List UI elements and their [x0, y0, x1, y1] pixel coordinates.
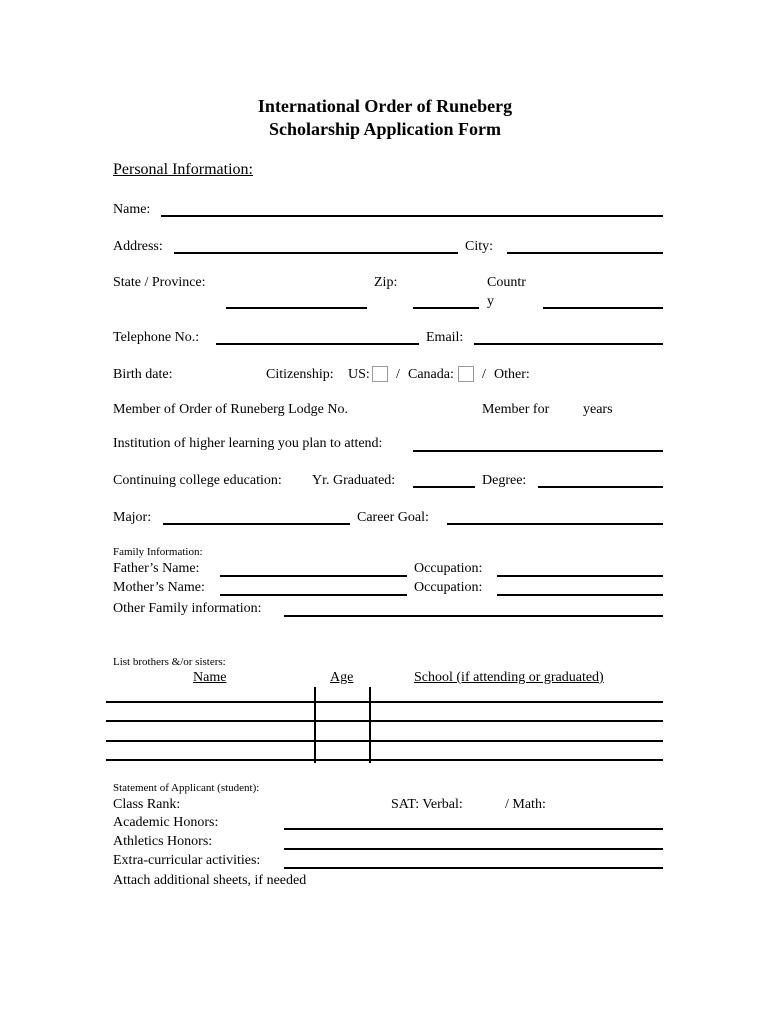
father-occupation-label: Occupation: [414, 561, 483, 576]
address-field[interactable] [174, 252, 458, 254]
us-label: US: [348, 367, 370, 382]
year-graduated-label: Yr. Graduated: [312, 473, 396, 488]
address-label: Address: [113, 239, 163, 254]
email-field[interactable] [474, 343, 663, 345]
form-title-line1: International Order of Runeberg [257, 96, 513, 116]
mother-occupation-label: Occupation: [414, 580, 483, 595]
country-label-wrap: y [487, 294, 494, 309]
academic-honors-label: Academic Honors: [113, 815, 219, 830]
state-field[interactable] [226, 307, 367, 309]
major-label: Major: [113, 510, 152, 525]
name-field[interactable] [161, 215, 663, 217]
continuing-education-label: Continuing college education: [113, 473, 282, 488]
table-divider [314, 687, 316, 763]
citizenship-label: Citizenship: [266, 367, 334, 382]
mother-name-label: Mother’s Name: [113, 580, 205, 595]
lodge-label: Member of Order of Runeberg Lodge No. [113, 402, 348, 417]
city-label: City: [465, 239, 494, 254]
telephone-field[interactable] [216, 343, 419, 345]
form-title-line2: Scholarship Application Form [268, 119, 502, 139]
sibling-name-column-header: Name [193, 670, 227, 685]
class-rank-label: Class Rank: [113, 797, 181, 812]
city-field[interactable] [507, 252, 663, 254]
state-label: State / Province: [113, 275, 206, 290]
father-name-field[interactable] [220, 575, 407, 577]
slash-separator: / [482, 367, 486, 382]
other-citizenship-label: Other: [494, 367, 530, 382]
sibling-row-2[interactable] [106, 720, 663, 722]
sibling-age-column-header: Age [330, 670, 354, 685]
birth-date-label: Birth date: [113, 367, 173, 382]
telephone-label: Telephone No.: [113, 330, 200, 345]
extracurricular-label: Extra-curricular activities: [113, 853, 261, 868]
sat-verbal-label: SAT: Verbal: [391, 797, 463, 812]
personal-info-heading: Personal Information: [113, 161, 253, 178]
father-occupation-field[interactable] [497, 575, 663, 577]
sat-math-label: / Math: [505, 797, 546, 812]
statement-heading: Statement of Applicant (student): [113, 782, 260, 794]
institution-label: Institution of higher learning you plan to attend: [113, 436, 383, 451]
name-label: Name: [113, 202, 151, 217]
athletics-honors-field[interactable] [284, 848, 663, 850]
career-goal-label: Career Goal: [357, 510, 429, 525]
table-divider [369, 687, 371, 763]
sibling-row-3[interactable] [106, 740, 663, 742]
sibling-row-4[interactable] [106, 759, 663, 761]
degree-label: Degree: [482, 473, 527, 488]
mother-occupation-field[interactable] [497, 594, 663, 596]
member-for-label: Member for [482, 402, 550, 417]
canada-label: Canada: [408, 367, 454, 382]
attach-sheets-note: Attach additional sheets, if needed [113, 873, 307, 888]
zip-label: Zip: [374, 275, 398, 290]
slash-separator: / [396, 367, 400, 382]
athletics-honors-label: Athletics Honors: [113, 834, 213, 849]
academic-honors-field[interactable] [284, 828, 663, 830]
country-label: Countr [487, 275, 526, 290]
mother-name-field[interactable] [220, 594, 407, 596]
canada-checkbox[interactable] [458, 366, 474, 382]
years-label: years [583, 402, 613, 417]
degree-field[interactable] [538, 486, 663, 488]
institution-field[interactable] [413, 450, 663, 452]
us-checkbox[interactable] [372, 366, 388, 382]
sibling-row-1[interactable] [106, 701, 663, 703]
sibling-school-column-header: School (if attending or graduated) [414, 670, 604, 685]
siblings-heading: List brothers &/or sisters: [113, 656, 226, 668]
other-family-label: Other Family information: [113, 601, 262, 616]
year-graduated-field[interactable] [413, 486, 475, 488]
family-info-heading: Family Information: [113, 546, 203, 558]
country-field[interactable] [543, 307, 663, 309]
career-goal-field[interactable] [447, 523, 663, 525]
email-label: Email: [426, 330, 464, 345]
other-family-field[interactable] [284, 615, 663, 617]
father-name-label: Father’s Name: [113, 561, 200, 576]
extracurricular-field[interactable] [284, 867, 663, 869]
major-field[interactable] [163, 523, 350, 525]
zip-field[interactable] [413, 307, 479, 309]
